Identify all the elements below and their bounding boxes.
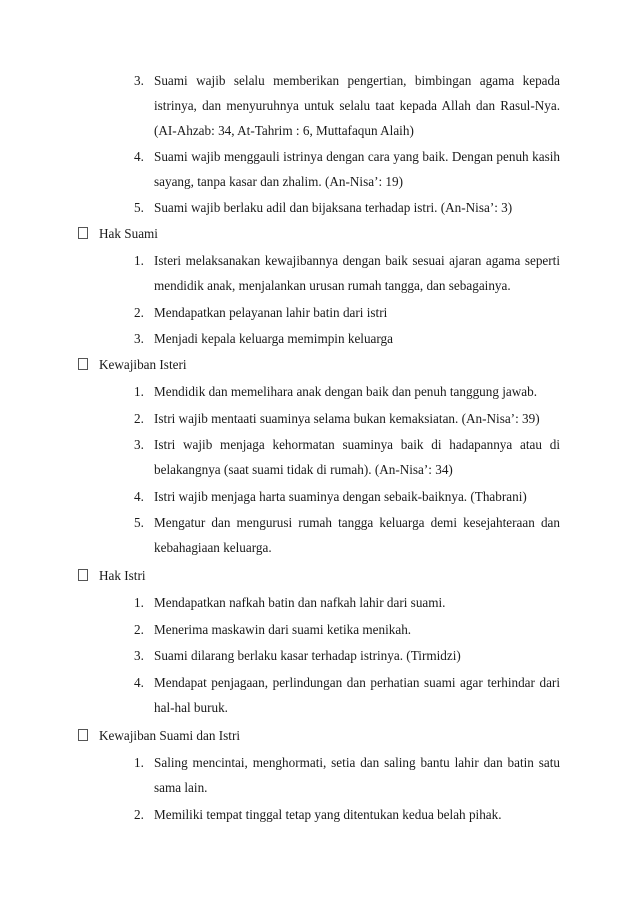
list-item <box>134 326 560 351</box>
list-text: Menjadi kepala keluarga memimpin keluarga <box>154 331 394 346</box>
list-number: 5. <box>134 200 144 215</box>
heading-text: Hak Suami <box>99 226 158 241</box>
section-heading-kewajiban-isteri <box>78 352 187 377</box>
list-number: 4. <box>134 675 144 690</box>
list-item <box>134 484 560 509</box>
list-item <box>134 144 560 194</box>
list-text: Istri wajib mentaati suaminya selama bukan kemaksiatan. (An-Nisa’: 39) <box>154 411 540 426</box>
list-number: 3. <box>134 73 144 88</box>
list-text: Suami dilarang berlaku kasar terhadap istrinya. (Tirmidzi) <box>154 648 461 663</box>
list-text: Mendapatkan nafkah batin dan nafkah lahir dari suami. <box>154 595 446 610</box>
list-item <box>134 670 560 720</box>
list-text: Mendidik dan memelihara anak dengan baik dan penuh tanggung jawab. <box>154 384 538 399</box>
list-number: 1. <box>134 384 144 399</box>
list-item <box>134 195 560 220</box>
list-number: 1. <box>134 595 144 610</box>
list-number: 3. <box>134 437 144 452</box>
list-text: Mendapatkan pelayanan lahir batin dari istri <box>154 305 388 320</box>
heading-text: Hak Istri <box>99 568 146 583</box>
list-text: Mengatur dan mengurusi rumah tangga keluarga demi kesejahteraan dan kebahagiaan keluarga. <box>154 515 560 555</box>
list-number: 5. <box>134 515 144 530</box>
list-text: Mendapat penjagaan, perlindungan dan perhatian suami agar terhindar dari hal-hal buruk. <box>154 675 560 715</box>
list-item <box>134 643 560 668</box>
list-text: Saling mencintai, menghormati, setia dan saling bantu lahir dan batin satu sama lain. <box>154 755 560 795</box>
list-number: 2. <box>134 807 144 822</box>
section-heading-hak-istri <box>78 563 146 588</box>
heading-text: Kewajiban Isteri <box>99 357 187 372</box>
list-item <box>134 617 560 642</box>
list-item <box>134 300 560 325</box>
list-number: 4. <box>134 489 144 504</box>
list-text: Suami wajib selalu memberikan pengertian, bimbingan agama kepada istrinya, dan menyuruhnya untuk selalu taat kepada Allah dan Rasul-Nya. (AI-Ahzab: 34, At-Tahrim : 6, Muttafaqun Alaih) <box>154 73 560 138</box>
list-item <box>134 248 560 298</box>
list-item <box>134 802 560 827</box>
list-text: Menerima maskawin dari suami ketika menikah. <box>154 622 412 637</box>
checkbox-bullet-icon <box>78 358 88 370</box>
list-number: 2. <box>134 411 144 426</box>
list-item <box>134 68 560 143</box>
list-item <box>134 406 560 431</box>
list-text: Suami wajib menggauli istrinya dengan cara yang baik. Dengan penuh kasih sayang, tanpa kasar dan zhalim. (An-Nisa’: 19) <box>154 149 560 189</box>
list-text: Istri wajib menjaga kehormatan suaminya baik di hadapannya atau di belakangnya (saat suami tidak di rumah). (An-Nisa’: 34) <box>154 437 560 477</box>
list-number: 4. <box>134 149 144 164</box>
list-text: Istri wajib menjaga harta suaminya dengan sebaik-baiknya. (Thabrani) <box>154 489 527 504</box>
list-number: 1. <box>134 755 144 770</box>
list-text: Isteri melaksanakan kewajibannya dengan baik sesuai ajaran agama seperti mendidik anak, menjalankan urusan rumah tangga, dan sebagainya. <box>154 253 560 293</box>
list-number: 2. <box>134 622 144 637</box>
checkbox-bullet-icon <box>78 569 88 581</box>
list-item <box>134 590 560 615</box>
list-text: Memiliki tempat tinggal tetap yang ditentukan kedua belah pihak. <box>154 807 502 822</box>
list-number: 1. <box>134 253 144 268</box>
checkbox-bullet-icon <box>78 227 88 239</box>
checkbox-bullet-icon <box>78 729 88 741</box>
list-number: 2. <box>134 305 144 320</box>
list-item <box>134 750 560 800</box>
section-heading-kewajiban-suami-istri <box>78 723 240 748</box>
section-heading-hak-suami <box>78 221 158 246</box>
list-item <box>134 379 560 404</box>
list-text: Suami wajib berlaku adil dan bijaksana terhadap istri. (An-Nisa’: 3) <box>154 200 513 215</box>
heading-text: Kewajiban Suami dan Istri <box>99 728 240 743</box>
list-item <box>134 432 560 482</box>
list-number: 3. <box>134 648 144 663</box>
list-item <box>134 510 560 560</box>
list-number: 3. <box>134 331 144 346</box>
